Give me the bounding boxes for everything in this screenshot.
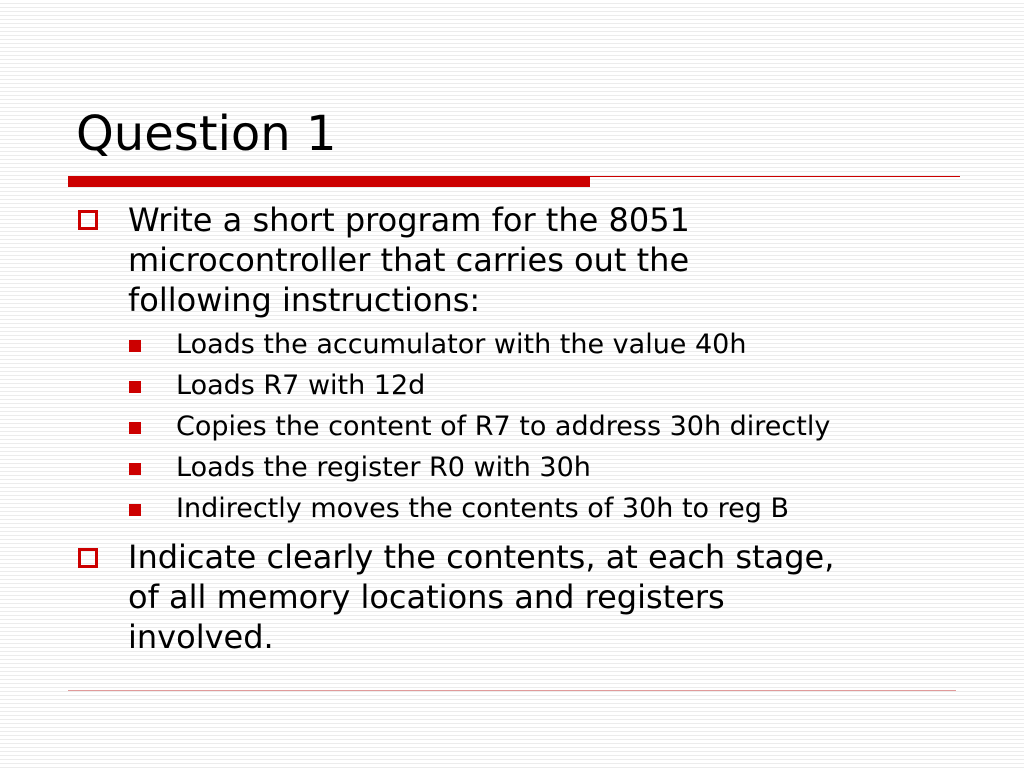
bullet-2-line-3: involved. [128,618,274,656]
sub-item-2: Loads R7 with 12d [176,370,426,401]
sub-item-3: Copies the content of R7 to address 30h directly [176,411,831,442]
filled-square-icon [129,381,141,393]
bullet-item-2 [128,537,968,657]
bullet-2-line-2: of all memory locations and registers [128,578,725,616]
bullet-1-line-1: Write a short program for the 8051 [128,201,690,239]
slide-title: Question 1 [76,106,337,162]
hollow-square-icon [78,210,98,230]
title-underline-thick [68,176,590,187]
bullet-1-line-3: following instructions: [128,281,481,319]
filled-square-icon [129,340,141,352]
bullet-2-line-1: Indicate clearly the contents, at each stage, [128,538,835,576]
filled-square-icon [129,422,141,434]
sub-item-1: Loads the accumulator with the value 40h [176,329,747,360]
bullet-item-1 [128,200,968,320]
filled-square-icon [129,463,141,475]
title-underline-thin [590,176,960,177]
sub-item-4: Loads the register R0 with 30h [176,452,591,483]
hollow-square-icon [78,548,98,568]
sub-item-5: Indirectly moves the contents of 30h to reg B [176,493,790,524]
bullet-1-line-2: microcontroller that carries out the [128,241,690,279]
footer-divider [68,690,956,691]
filled-square-icon [129,504,141,516]
